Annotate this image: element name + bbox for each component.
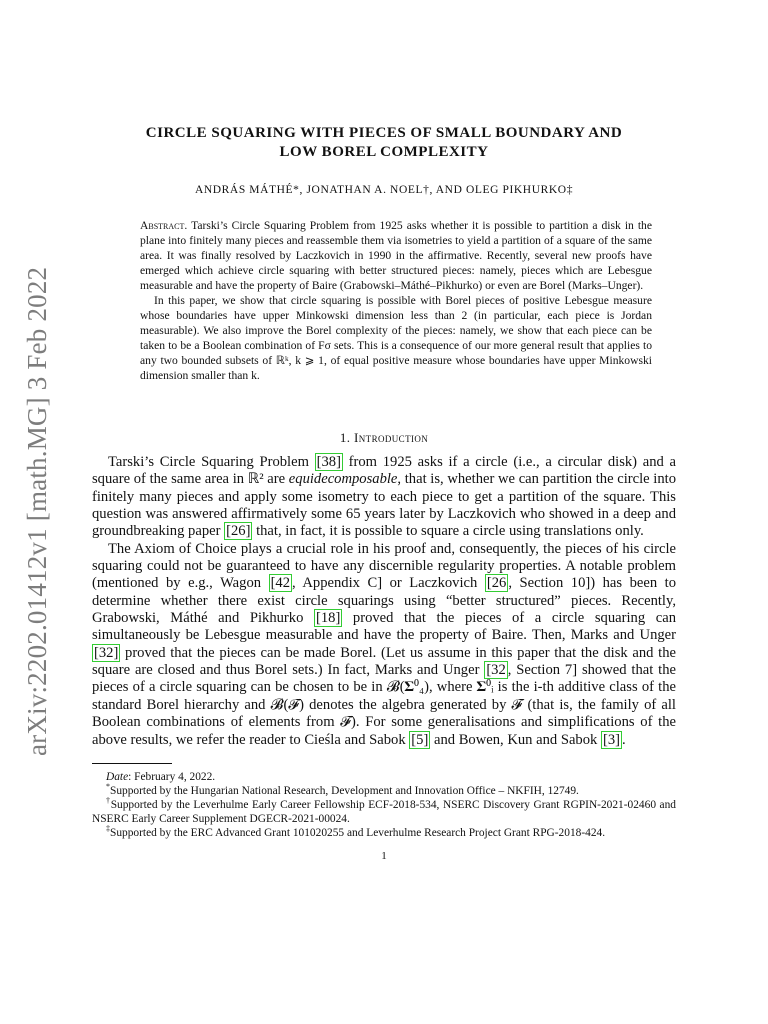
emphasis-term: equidecomposable: [288, 471, 398, 488]
footnote-mark: ‡: [106, 824, 110, 834]
citation-32-section[interactable]: [32: [486, 662, 506, 679]
citation-26-section[interactable]: [26: [486, 575, 507, 592]
text-run: that, in fact, it is possible to square a circle using translations only.: [252, 523, 644, 540]
footnote-text: Supported by the Hungarian National Research, Development and Innovation Office – NKFIH, 12749.: [110, 784, 579, 797]
text-run: , Section 10]) has been to determine whether there exist circle squarings using “better structured” pieces. Recently, Grabowski, Máthé and Pikhurko: [92, 575, 676, 627]
footnote-2: [92, 798, 676, 826]
citation-42[interactable]: [42: [270, 575, 291, 592]
citation-32[interactable]: [32]: [94, 644, 119, 661]
text-run: proved that the pieces of a circle squaring can simultaneously be Lebesgue measurable and have the property of Baire. Then, Marks and Unger: [92, 610, 676, 644]
abstract-paragraph-1: [140, 218, 652, 293]
text-run: .: [622, 731, 626, 748]
paper-page: [92, 118, 676, 862]
body-paragraph-2: [92, 541, 676, 749]
author-list: ANDRÁS MÁTHÉ*, JONATHAN A. NOEL†, AND OLEG PIKHURKO‡: [194, 184, 574, 196]
text-run: , Appendix C] or Laczkovich: [292, 575, 485, 592]
abstract-text-1: Tarski’s Circle Squaring Problem from 1925 asks whether it is possible to partition a disk in the plane into finitely many pieces and reassemble them via isometries to yield a partition of a square of the same area. It was finally resolved by Laczkovich in 1990 in the affirmative. Recently, several new proofs have emerged which achieve circle squaring with better structured pieces: namely, pieces which are Lebesgue measurable and have the property of Baire (Grabowski–Máthé–Pikhurko) or even are Borel (Marks–Unger).: [140, 219, 652, 292]
footnote-mark: †: [106, 796, 111, 806]
footnote-date: [92, 770, 676, 784]
title-line-1: CIRCLE SQUARING WITH PIECES OF SMALL BOUNDARY AND: [145, 125, 623, 141]
footnote-text: Supported by the ERC Advanced Grant 101020255 and Leverhulme Research Project Grant RPG-2018-424.: [110, 826, 606, 839]
paper-title: [92, 124, 676, 162]
text-run: from 1925 asks if a circle (i.e., a circular disk) and a square of the same area in ℝ² are: [92, 454, 676, 488]
arxiv-identifier: arXiv:2202.01412v1 [math.MG] 3 Feb 2022: [22, 266, 52, 756]
footnote-3: [92, 826, 676, 840]
abstract: [140, 218, 652, 383]
footnote-mark: *: [106, 782, 110, 792]
citation-38[interactable]: [38]: [316, 454, 341, 470]
citation-26[interactable]: [26]: [226, 523, 251, 540]
body-paragraph-1: [92, 454, 676, 541]
section-title: Introduction: [354, 430, 429, 445]
citation-3[interactable]: [3]: [602, 731, 621, 748]
citation-5[interactable]: [5]: [411, 731, 429, 748]
abstract-paragraph-2: In this paper, we show that circle squaring is possible with Borel pieces of positive Lebesgue measure whose boundaries have upper Minkowski dimension less than 2 (in particular, each piece is Jordan measurable). We also improve the Borel complexity of the pieces: namely, we show that each piece can be taken to be a Boolean combination of Fσ sets. This is a consequence of our more general result that applies to any two bounded subsets of ℝᵏ, k ⩾ 1, of equal positive measure whose boundaries have upper Minkowski dimension smaller than k.: [140, 294, 652, 382]
section-heading: [92, 430, 676, 446]
footnote-1: [92, 784, 676, 798]
section-number: 1.: [339, 430, 351, 445]
footnote-rule: [92, 763, 172, 764]
footnote-text: Supported by the Leverhulme Early Career Fellowship ECF-2018-534, NSERC Discovery Grant RGPIN-2021-02460 and NSERC Early Career Supplement DGECR-2021-00024.: [92, 798, 676, 825]
text-run: , that is, whether we can partition the circle into finitely many pieces and apply some isometry to each piece to get a partition of the square. This question was answered affirmatively some 65 years later by Laczkovich who showed in a deep and groundbreaking paper: [92, 471, 676, 540]
text-run: and Bowen, Kun and Sabok: [430, 731, 601, 748]
footnotes: [92, 763, 676, 840]
title-line-2: LOW BOREL COMPLEXITY: [279, 144, 489, 160]
page-number: 1: [381, 849, 387, 862]
date-value: : February 4, 2022.: [128, 770, 216, 783]
abstract-label: Abstract.: [140, 219, 188, 232]
citation-18[interactable]: [18]: [315, 610, 341, 627]
body-text: [92, 454, 676, 749]
text-run: proved that the pieces can be made Borel. (Let us assume in this paper that the disk and the square are closed and thus Borel sets.) In fact, Marks and Unger: [92, 644, 676, 679]
date-label: Date: [106, 770, 129, 783]
text-run: The Axiom of Choice plays a crucial role in his proof and, consequently, the pieces of his circle squaring could not be guaranteed to have any discernible regularity properties. A notable problem (mentioned by e.g., Wagon: [92, 540, 676, 592]
text-run: , Section 7] showed that the pieces of a circle squaring can be chosen to be in 𝓑(𝚺⁰₄), where 𝚺⁰ᵢ is the i-th additive class of the standard Borel hierarchy and 𝓑(𝓕) denotes the algebra generated by 𝓕 (that is, the family of all Boolean combinations of elements from 𝓕). For some generalisations and simplifications of the above results, we refer the reader to Cieśla and Sabok: [92, 662, 676, 748]
text-run: Tarski’s Circle Squaring Problem: [108, 454, 315, 470]
